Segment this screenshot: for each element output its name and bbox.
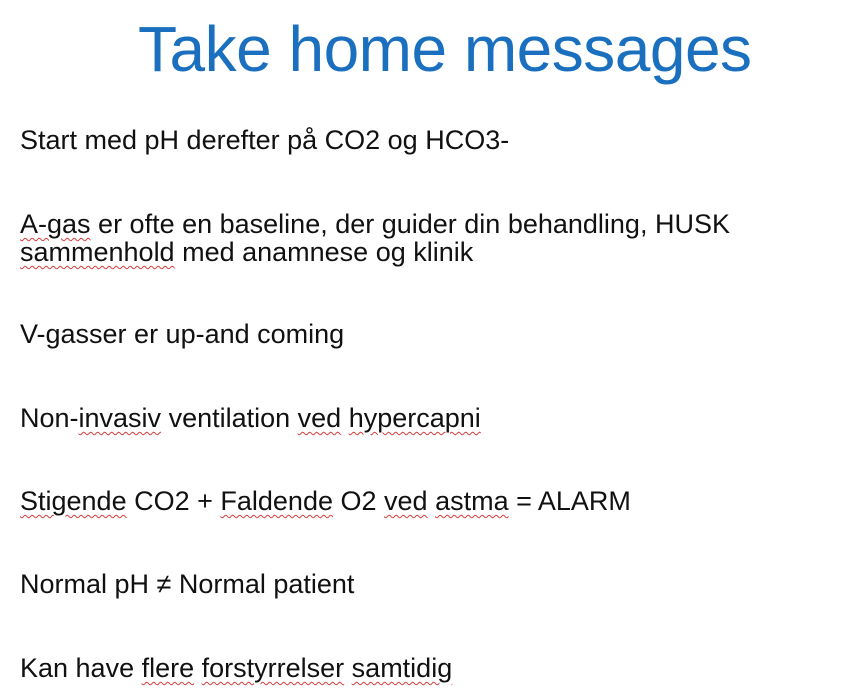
message-asthma-alarm[interactable] [20, 487, 845, 515]
spellcheck-word: ved [297, 403, 342, 433]
text-run [428, 486, 436, 516]
spellcheck-word: Faldende [220, 486, 333, 516]
spellcheck-word: A-gas [20, 209, 91, 239]
message-vgasser[interactable]: V-gasser er up-and coming [20, 319, 345, 349]
message-line-1 [20, 210, 845, 238]
spellcheck-word: samtidig [351, 653, 453, 683]
spellcheck-word: forstyrrelser [201, 653, 345, 683]
spellcheck-word: sammenhold [20, 237, 175, 267]
message-agas-baseline[interactable] [20, 210, 845, 266]
spellcheck-word: ved [384, 486, 428, 516]
spellcheck-word: Stigende [20, 486, 127, 516]
text-run: Kan have [20, 653, 142, 683]
text-run: CO2 + [126, 486, 221, 516]
spellcheck-word: hypercapni [348, 403, 481, 433]
slide-title[interactable]: Take home messages [138, 13, 752, 85]
message-normal-ph[interactable]: Normal pH ≠ Normal patient [20, 569, 355, 599]
spellcheck-word: invasiv [78, 403, 162, 433]
message-line-2 [20, 238, 845, 266]
spellcheck-word: flere [141, 653, 195, 683]
text-run: Non- [20, 403, 79, 433]
message-multiple-disorders[interactable] [20, 654, 845, 682]
text-run: ventilation [161, 403, 298, 433]
text-run: med anamnese og klinik [174, 237, 474, 267]
text-run [341, 403, 349, 433]
text-run: er ofte en baseline, der guider din behandling, HUSK [90, 209, 730, 239]
text-run: O2 [332, 486, 385, 516]
message-noninvasive-ventilation[interactable] [20, 404, 845, 432]
spellcheck-word: astma [435, 486, 509, 516]
text-run [194, 653, 202, 683]
text-run: = ALARM [508, 486, 631, 516]
text-run [344, 653, 352, 683]
message-start-ph[interactable]: Start med pH derefter på CO2 og HCO3- [20, 125, 510, 155]
